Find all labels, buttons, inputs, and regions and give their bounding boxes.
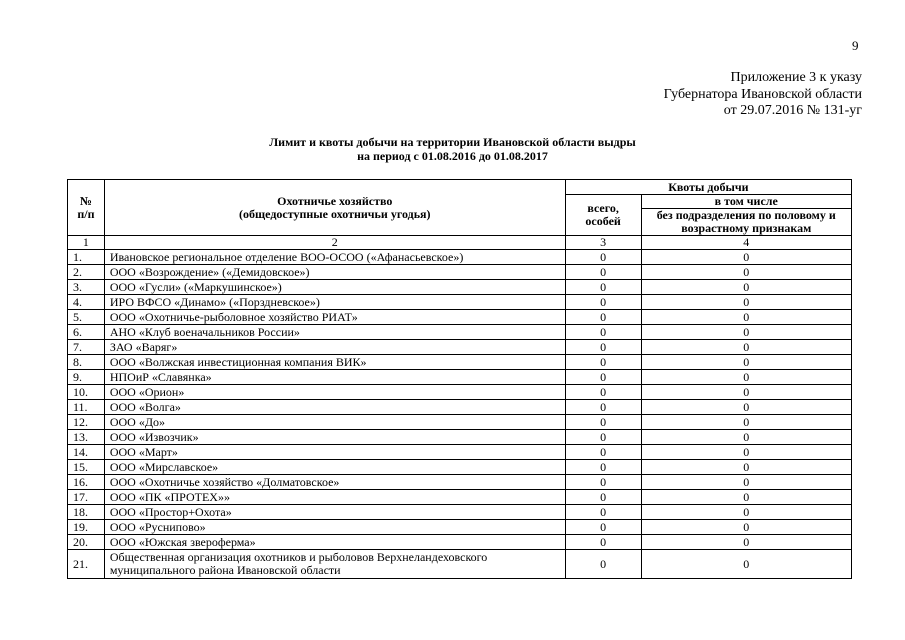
row-no-division: 0 xyxy=(641,265,852,280)
row-no-division: 0 xyxy=(641,310,852,325)
row-number: 10. xyxy=(68,385,105,400)
row-total: 0 xyxy=(565,355,641,370)
header-hunting-farm: Охотничье хозяйство (общедоступные охотничьи угодья) xyxy=(104,180,565,236)
row-hunting-farm: ООО «Южская звероферма» xyxy=(104,535,565,550)
row-no-division: 0 xyxy=(641,460,852,475)
table-row xyxy=(68,355,852,370)
row-no-division: 0 xyxy=(641,295,852,310)
row-hunting-farm: ООО «Волжская инвестиционная компания ВИК» xyxy=(104,355,565,370)
row-hunting-farm: ООО «Простор+Охота» xyxy=(104,505,565,520)
appendix-line-1: Приложение 3 к указу xyxy=(730,70,862,85)
row-hunting-farm: ООО «Возрождение» («Демидовское») xyxy=(104,265,565,280)
table-row xyxy=(68,505,852,520)
title-line-2: на период с 01.08.2016 до 01.08.2017 xyxy=(357,149,548,163)
row-hunting-farm: АНО «Клуб военачальников России» xyxy=(104,325,565,340)
title-line-1: Лимит и квоты добычи на территории Ивановской области выдры xyxy=(269,135,636,149)
row-hunting-farm: ООО «ПК «ПРОТЕХ»» xyxy=(104,490,565,505)
table-row xyxy=(68,535,852,550)
table-row xyxy=(68,415,852,430)
appendix-line-3: от 29.07.2016 № 131-уг xyxy=(723,103,862,118)
row-number: 3. xyxy=(68,280,105,295)
row-hunting-farm: ООО «Волга» xyxy=(104,400,565,415)
row-number: 7. xyxy=(68,340,105,355)
row-number: 6. xyxy=(68,325,105,340)
document-title xyxy=(0,135,905,163)
table-row xyxy=(68,310,852,325)
row-total: 0 xyxy=(565,415,641,430)
row-number: 11. xyxy=(68,400,105,415)
row-total: 0 xyxy=(565,385,641,400)
row-total: 0 xyxy=(565,370,641,385)
row-no-division: 0 xyxy=(641,385,852,400)
table-row xyxy=(68,475,852,490)
row-no-division: 0 xyxy=(641,430,852,445)
row-total: 0 xyxy=(565,340,641,355)
row-no-division: 0 xyxy=(641,250,852,265)
header-total: всего, особей xyxy=(565,195,641,236)
row-hunting-farm: ЗАО «Варяг» xyxy=(104,340,565,355)
row-total: 0 xyxy=(565,430,641,445)
table-row xyxy=(68,370,852,385)
row-no-division: 0 xyxy=(641,490,852,505)
row-number: 21. xyxy=(68,550,105,579)
table-row xyxy=(68,295,852,310)
appendix-line-2: Губернатора Ивановской области xyxy=(663,86,862,102)
table-row xyxy=(68,340,852,355)
row-hunting-farm: ООО «Руснипово» xyxy=(104,520,565,535)
row-hunting-farm: ООО «Охотничье-рыболовное хозяйство РИАТ» xyxy=(104,310,565,325)
quota-table xyxy=(67,179,852,579)
header-quotas: Квоты добычи xyxy=(565,180,851,195)
table-row xyxy=(68,520,852,535)
row-number: 15. xyxy=(68,460,105,475)
row-hunting-farm: НПОиР «Славянка» xyxy=(104,370,565,385)
row-number: 17. xyxy=(68,490,105,505)
row-number: 12. xyxy=(68,415,105,430)
row-no-division: 0 xyxy=(641,520,852,535)
row-total: 0 xyxy=(565,250,641,265)
row-hunting-farm: ООО «Извозчик» xyxy=(104,430,565,445)
row-total: 0 xyxy=(565,310,641,325)
row-total: 0 xyxy=(565,520,641,535)
row-total: 0 xyxy=(565,445,641,460)
row-number: 5. xyxy=(68,310,105,325)
row-hunting-farm: Ивановское региональное отделение ВОО-ОСОО («Афанасьевское») xyxy=(104,250,565,265)
row-no-division: 0 xyxy=(641,340,852,355)
table-row xyxy=(68,460,852,475)
row-no-division: 0 xyxy=(641,325,852,340)
row-total: 0 xyxy=(565,475,641,490)
table-row xyxy=(68,280,852,295)
row-number: 8. xyxy=(68,355,105,370)
row-total: 0 xyxy=(565,325,641,340)
row-hunting-farm: ООО «Орион» xyxy=(104,385,565,400)
row-total: 0 xyxy=(565,280,641,295)
row-number: 20. xyxy=(68,535,105,550)
row-hunting-farm: Общественная организация охотников и рыболовов Верхнеландеховского муниципального района Ивановской области xyxy=(104,550,565,579)
row-no-division: 0 xyxy=(641,400,852,415)
row-hunting-farm: ООО «Мирславское» xyxy=(104,460,565,475)
row-no-division: 0 xyxy=(641,370,852,385)
row-no-division: 0 xyxy=(641,355,852,370)
table-row xyxy=(68,250,852,265)
row-hunting-farm: ООО «Март» xyxy=(104,445,565,460)
table-row xyxy=(68,385,852,400)
row-total: 0 xyxy=(565,400,641,415)
row-no-division: 0 xyxy=(641,280,852,295)
row-hunting-farm: ООО «Охотничье хозяйство «Долматовское» xyxy=(104,475,565,490)
row-number: 1. xyxy=(68,250,105,265)
row-no-division: 0 xyxy=(641,535,852,550)
row-total: 0 xyxy=(565,550,641,579)
page-number: 9 xyxy=(852,38,859,53)
row-no-division: 0 xyxy=(641,475,852,490)
header-number: № п/п xyxy=(68,180,105,236)
row-no-division: 0 xyxy=(641,415,852,430)
row-hunting-farm: ИРО ВФСО «Динамо» («Порздневское») xyxy=(104,295,565,310)
table-row xyxy=(68,550,852,579)
column-index-row: 1 2 3 4 xyxy=(68,236,852,250)
header-no-division: без подразделения по половому и возрастному признакам xyxy=(641,209,852,236)
row-hunting-farm: ООО «Гусли» («Маркушинское») xyxy=(104,280,565,295)
table-row xyxy=(68,445,852,460)
table-row xyxy=(68,430,852,445)
table-row xyxy=(68,400,852,415)
row-total: 0 xyxy=(565,295,641,310)
row-number: 4. xyxy=(68,295,105,310)
appendix-note xyxy=(664,70,862,120)
row-total: 0 xyxy=(565,490,641,505)
row-hunting-farm: ООО «До» xyxy=(104,415,565,430)
row-number: 9. xyxy=(68,370,105,385)
row-number: 18. xyxy=(68,505,105,520)
header-including: в том числе xyxy=(641,195,852,209)
table-row xyxy=(68,265,852,280)
row-total: 0 xyxy=(565,535,641,550)
row-number: 16. xyxy=(68,475,105,490)
table-row xyxy=(68,490,852,505)
row-number: 19. xyxy=(68,520,105,535)
row-no-division: 0 xyxy=(641,445,852,460)
row-total: 0 xyxy=(565,505,641,520)
row-number: 14. xyxy=(68,445,105,460)
row-no-division: 0 xyxy=(641,550,852,579)
table-row xyxy=(68,325,852,340)
row-number: 2. xyxy=(68,265,105,280)
row-number: 13. xyxy=(68,430,105,445)
row-total: 0 xyxy=(565,460,641,475)
row-total: 0 xyxy=(565,265,641,280)
row-no-division: 0 xyxy=(641,505,852,520)
